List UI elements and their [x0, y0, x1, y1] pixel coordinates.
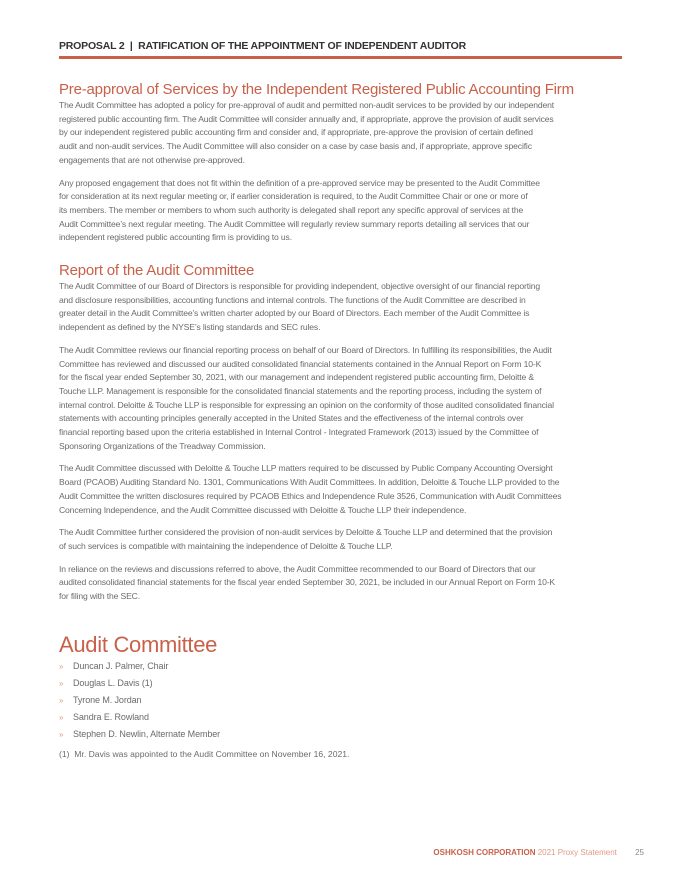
text-line: Touche LLP. Management is responsible for the consolidated financial statements and the reporting process, including the system of [59, 385, 542, 396]
bullet-icon: » [59, 713, 64, 722]
paragraph [59, 344, 629, 454]
text-line: Audit Committee the written disclosures required by PCAOB Ethics and Independence Rule 3526, Communication with Audit Committees [59, 490, 562, 501]
text-line: and disclosure responsibilities, accounting functions and internal controls. The functions of the Audit Committee are described in [59, 294, 526, 305]
text-line: of such services is compatible with maintaining the independence of Deloitte & Touche LLP. [59, 540, 393, 551]
page-header-title: PROPOSAL 2 | RATIFICATION OF THE APPOINTMENT OF INDEPENDENT AUDITOR [59, 40, 467, 52]
member-item [59, 675, 629, 692]
paragraph [59, 99, 629, 168]
section-body [59, 280, 629, 604]
text-line: by our independent registered public accounting firm and consider and, if appropriate, pre-approve the provision of certain defined [59, 127, 533, 138]
audit-committee [59, 632, 629, 759]
bullet-icon: » [59, 696, 64, 705]
bullet-icon: » [59, 730, 64, 739]
committee-title: Audit Committee [59, 632, 218, 657]
header-rule [59, 56, 622, 59]
section-preapproval [59, 81, 629, 254]
section-body [59, 99, 629, 245]
paragraph [59, 462, 629, 517]
text-line: Audit Committee’s next regular meeting. The Audit Committee will regularly review summary reports detailing all services that our [59, 218, 530, 229]
paragraph [59, 563, 629, 604]
text-line: statements with accounting principles generally accepted in the United States and the effectiveness of the internal controls over [59, 413, 524, 424]
page-number: 25 [635, 848, 644, 857]
member-item [59, 692, 629, 709]
text-line: for the fiscal year ended September 30, 2021, with our management and independent registered public accounting firm, Deloitte & [59, 372, 534, 383]
text-line: for consideration at its next regular meeting or, if earlier consideration is required, to the Audit Committee Chair or one or more of [59, 191, 528, 202]
document-title: 2021 Proxy Statement [537, 848, 617, 857]
text-line: financial reporting based upon the criteria established in Internal Control - Integrated Framework (2013) issued by the Committee of [59, 427, 539, 438]
page-footer [433, 848, 644, 857]
text-line: independent registered public accounting firm is providing to us. [59, 232, 292, 243]
text-line: Board (PCAOB) Auditing Standard No. 1301, Communications With Audit Committees. In addition, Deloitte & Touche LLP provided to the [59, 477, 560, 488]
member-list [59, 658, 629, 743]
text-line: Committee has reviewed and discussed our audited consolidated financial statements contained in the Annual Report on Form 10-K [59, 358, 542, 369]
section-report [59, 262, 629, 613]
text-line: In reliance on the reviews and discussions referred to above, the Audit Committee recommended to our Board of Directors that our [59, 563, 536, 574]
paragraph [59, 177, 629, 246]
member-name: Tyrone M. Jordan [73, 695, 142, 705]
member-item [59, 726, 629, 743]
bullet-icon: » [59, 662, 64, 671]
bullet-icon: » [59, 679, 64, 688]
company-name: OSHKOSH CORPORATION [433, 848, 536, 857]
text-line: engagements that are not otherwise pre-approved. [59, 154, 245, 165]
member-item [59, 658, 629, 675]
member-name: Sandra E. Rowland [73, 712, 149, 722]
text-line: audited consolidated financial statements for the fiscal year ended September 30, 2021, be included in our Annual Report on Form 10-K [59, 577, 555, 588]
text-line: Sponsoring Organizations of the Treadway Commission. [59, 440, 266, 451]
paragraph [59, 526, 629, 553]
member-name: Stephen D. Newlin, Alternate Member [73, 729, 221, 739]
text-line: for filing with the SEC. [59, 591, 140, 602]
text-line: audit and non-audit services. The Audit Committee will also consider on a case by case basis and, if appropriate, approve specific [59, 141, 532, 152]
member-name: Duncan J. Palmer, Chair [73, 661, 169, 671]
text-line: The Audit Committee further considered the provision of non-audit services by Deloitte & Touche LLP and determined that the provision [59, 527, 553, 538]
section-heading: Pre-approval of Services by the Independent Registered Public Accounting Firm [59, 81, 574, 98]
text-line: The Audit Committee reviews our financial reporting process on behalf of our Board of Directors. In fulfilling its responsibilities, the Audit [59, 344, 552, 355]
section-heading: Report of the Audit Committee [59, 262, 255, 279]
text-line: its members. The member or members to whom such authority is delegated shall report any specific approval of services at the [59, 204, 524, 215]
paragraph [59, 280, 629, 335]
member-item [59, 709, 629, 726]
text-line: Concerning Independence, and the Audit Committee discussed with Deloitte & Touche LLP their independence. [59, 504, 467, 515]
text-line: greater detail in the Audit Committee’s written charter adopted by our Board of Directors. Each member of the Audit Committee is [59, 308, 530, 319]
text-line: registered public accounting firm. The Audit Committee will consider annually and, if appropriate, approve the provision of audit services [59, 113, 554, 124]
text-line: The Audit Committee of our Board of Directors is responsible for providing independent, objective oversight of our financial reporting [59, 281, 540, 291]
member-name: Douglas L. Davis (1) [73, 678, 153, 688]
text-line: The Audit Committee has adopted a policy for pre-approval of audit and permitted non-audit services to be provided by our independent [59, 100, 555, 110]
text-line: The Audit Committee discussed with Deloitte & Touche LLP matters required to be discussed by Public Company Accounting Oversight [59, 463, 553, 474]
text-line: Any proposed engagement that does not fit within the definition of a pre-approved service may be presented to the Audit Committee [59, 177, 540, 188]
text-line: independent as defined by the NYSE’s listing standards and SEC rules. [59, 322, 321, 333]
text-line: internal control. Deloitte & Touche LLP is responsible for expressing an opinion on the conformity of those audited consolidated financial [59, 399, 554, 410]
footnote: (1) Mr. Davis was appointed to the Audit Committee on November 16, 2021. [59, 749, 350, 759]
